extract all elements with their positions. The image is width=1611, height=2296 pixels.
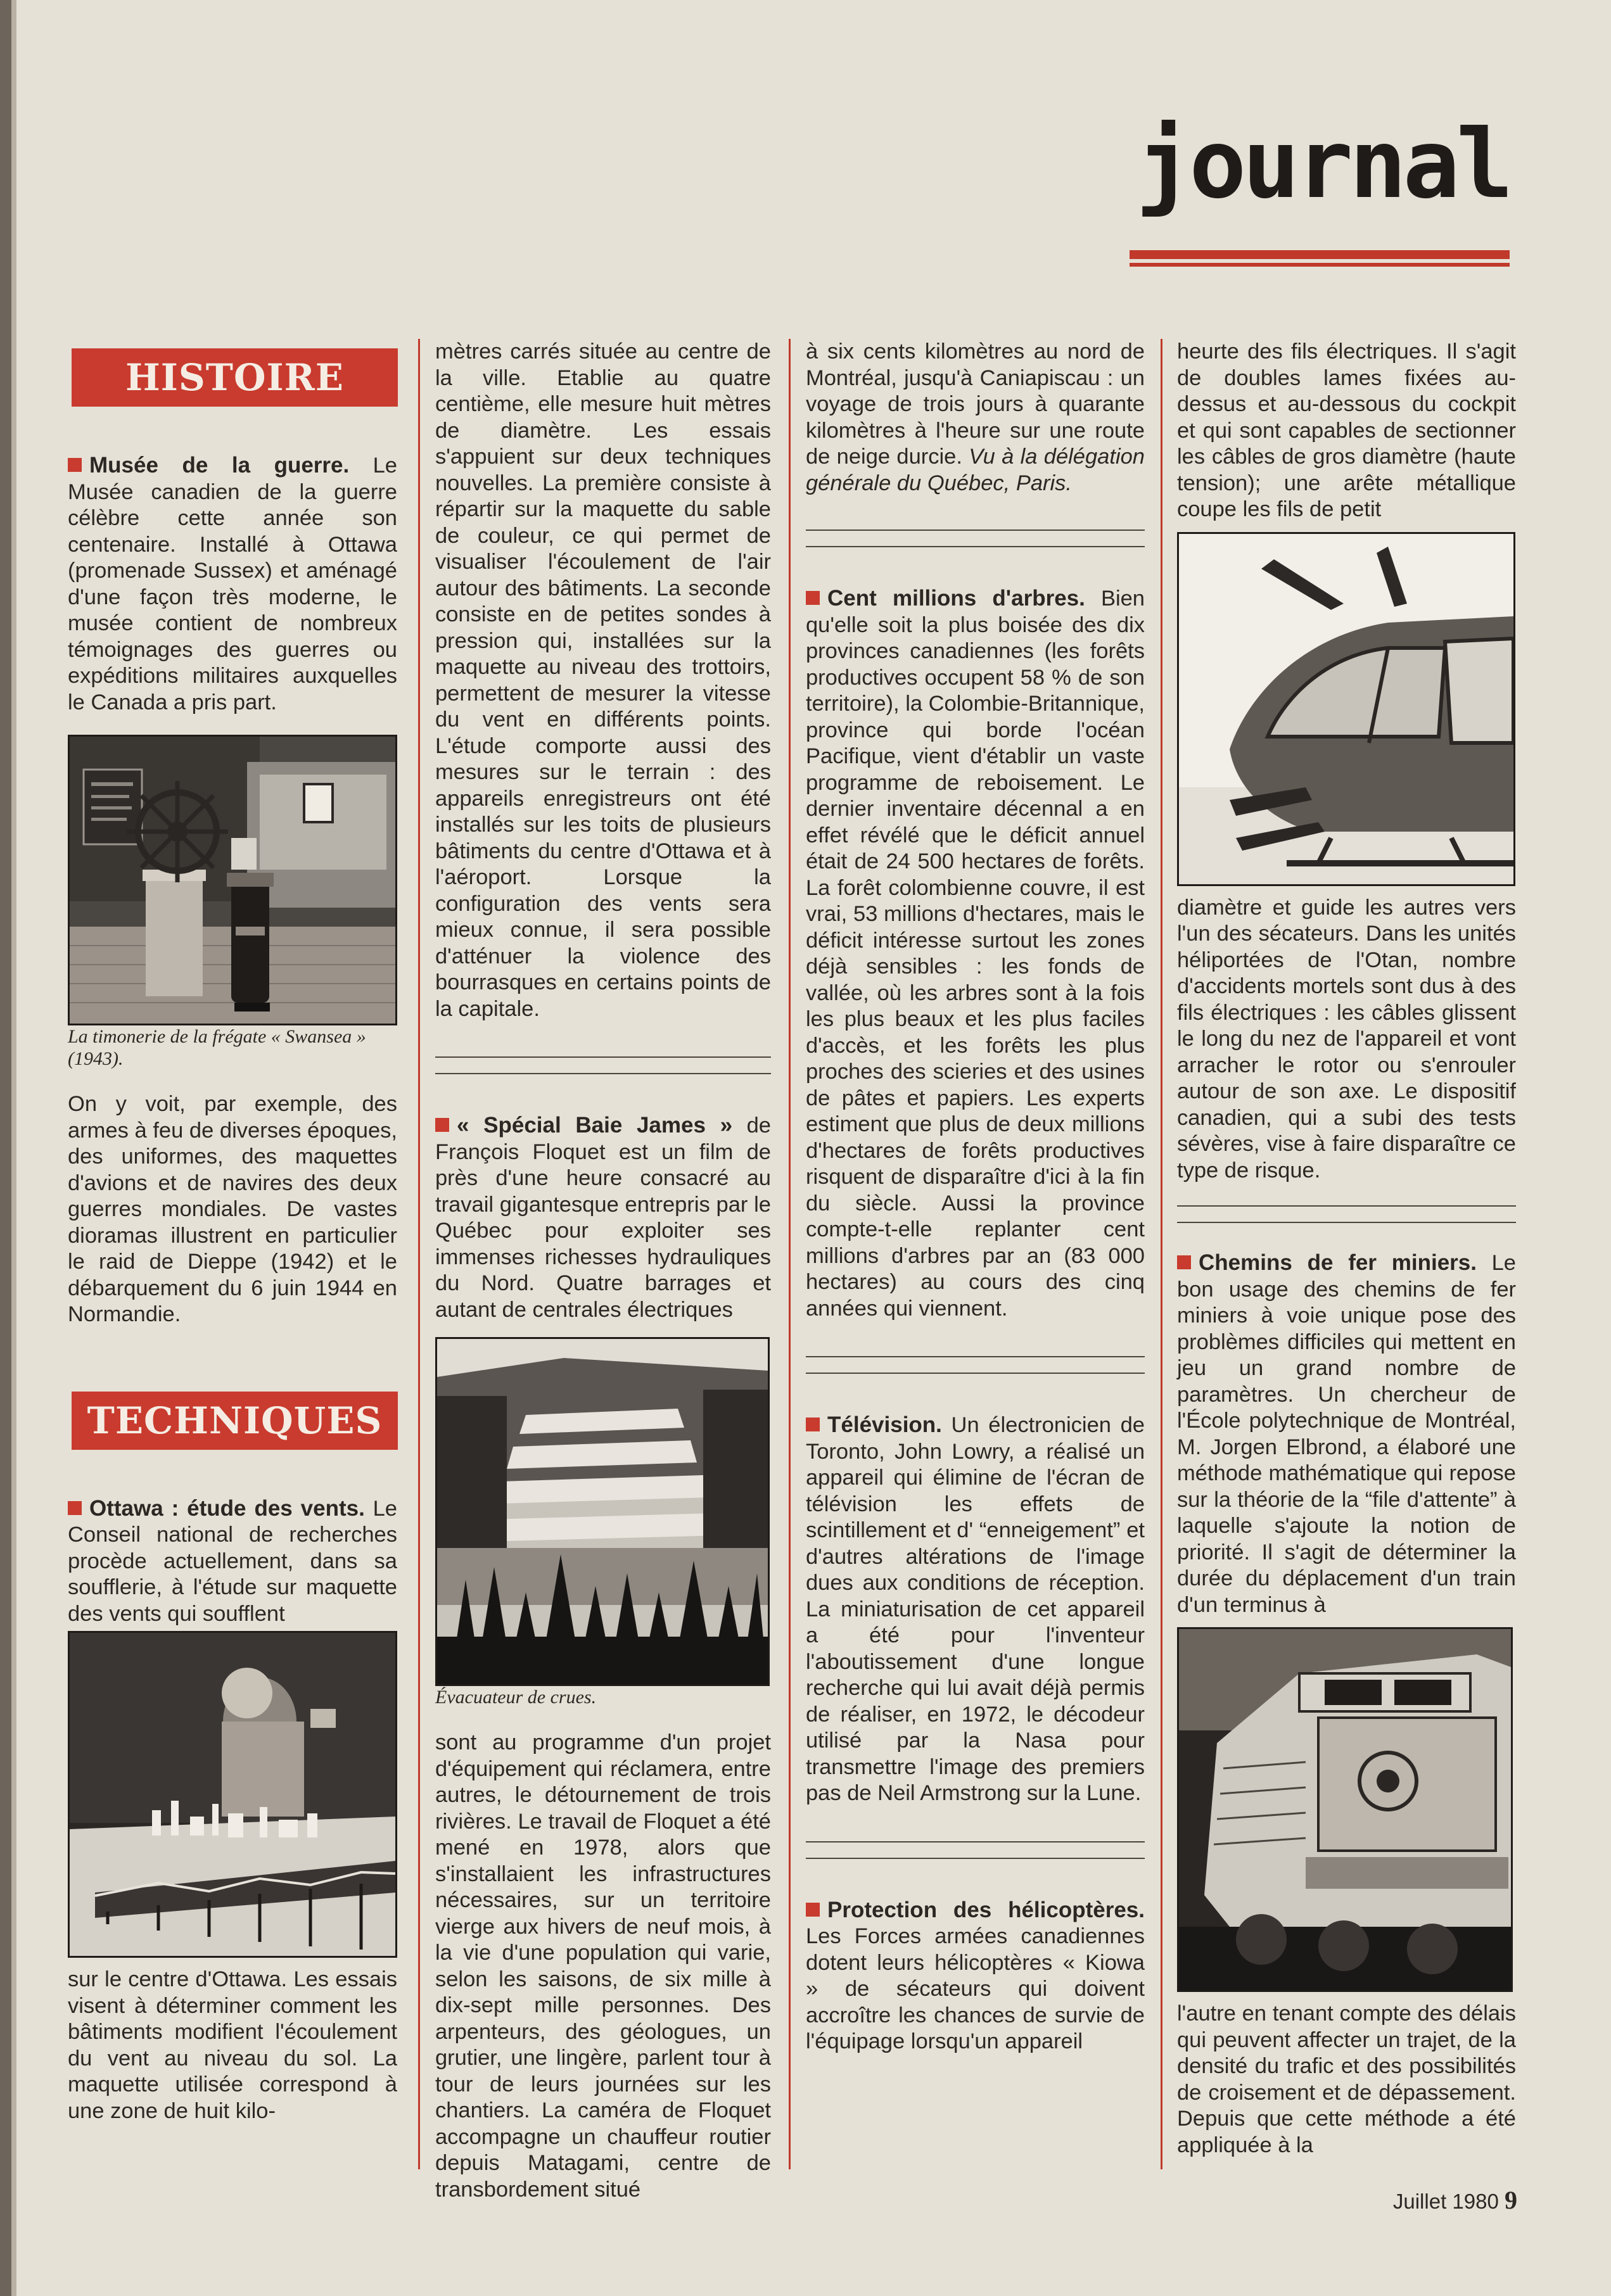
article-headline: Chemins de fer miniers. (1199, 1250, 1477, 1275)
article-ottawa (68, 1495, 397, 1628)
column-3 (806, 339, 1145, 2055)
article-body: sur le centre d'Ottawa. Les essais visent à déterminer comment les bâtiments modifient l'écoulement du vent au niveau du sol. La maquette utilisée correspond à une zone de huit kilo- (68, 1967, 397, 2123)
photo-timonerie (68, 735, 397, 1025)
article-body: On y voit, par exemple, des armes à feu de diverses époques, des uniformes, des maquettes d'avions et de navires des deux guerres mondiales. De vastes dioramas illustrent en particulier le raid de Dieppe (1942) et le débarquement du 6 juin 1944 en Normandie. (68, 1092, 397, 1326)
masthead (1130, 111, 1510, 219)
article-separator (806, 530, 1145, 547)
bullet-icon (806, 591, 820, 605)
column-divider (1161, 339, 1162, 2169)
photo-caption: La timonerie de la frégate « Swansea » (1943). (68, 1026, 366, 1069)
photo-evacuateur (435, 1337, 770, 1686)
photo-locomotive (1177, 1627, 1513, 1992)
photo-soufflerie (68, 1631, 397, 1958)
article-lead: Les Forces armées canadiennes dotent leurs hélicoptères « Kiowa » de sécateurs qui doivent accroître les chances de survie de l'équipage lorsqu'un appareil (806, 1924, 1145, 2053)
article-body-text: à six cents kilomètres au nord de Montréal, jusqu'à Caniapiscau : un voyage de trois jours à quarante kilomètres à l'heure sur une route de neige durcie. (806, 339, 1145, 469)
article-helicopteres (806, 1897, 1145, 2055)
masthead-rule (1130, 250, 1510, 259)
article-body (806, 339, 1145, 497)
page-number: 9 (1505, 2186, 1517, 2214)
masthead-title: journal (1135, 110, 1510, 220)
issue-date: Juillet 1980 (1392, 2190, 1499, 2213)
article-headline: Protection des hélicoptères. (827, 1897, 1145, 1922)
article-baie-james (435, 1112, 771, 1323)
article-separator (1177, 1205, 1516, 1223)
article-headline: Télévision. (827, 1412, 942, 1437)
article-arbres (806, 585, 1145, 1322)
page-edge (0, 0, 11, 2296)
page-edge-shadow (11, 0, 16, 2296)
article-lead: Le Conseil national de recherches procède actuellement, dans sa soufflerie, à l'étude sur maquette des vents qui soufflent (68, 1496, 397, 1626)
article-lead: Le bon usage des chemins de fer miniers à voie unique pose des problèmes difficiles qui mettent en jeu un grand nombre de paramètres. Un chercheur de l'École polytechnique de Montréal, M. Jorgen Elbrond, a élaboré une méthode mathématique qui repose sur la théorie de la “file d'attente” à laquelle s'ajoute la notion de priorité. Il s'agit de déterminer la durée du déplacement d'un train d'un terminus à (1177, 1251, 1516, 1617)
article-source: Vu à la délégation générale du Québec, Paris. (806, 445, 1145, 495)
masthead-rule-thin (1130, 263, 1510, 267)
column-1 (68, 339, 397, 2124)
column-2 (435, 339, 771, 2203)
section-banner-histoire: HISTOIRE (72, 348, 398, 407)
article-lead: Bien qu'elle soit la plus boisée des dix provinces canadiennes (les forêts productives occupent 58 % de son territoire), la Colombie-Britannique, province qui borde l'océan Pacifique, vient d'établir un vaste programme de reboisement. Le dernier inventaire décennal a en effet révélé que le déficit annuel était de 24 500 hectares de forêts. La forêt colombienne couvre, il est vrai, 53 millions d'hectares, mais le déficit intéresse surtout les zones déjà sensibles : les fonds de vallée, où les arbres sont à la fois les plus beaux et les plus faciles d'accès, et les forêts les plus proches des scieries et des usines de pâtes et papiers. Les experts estiment que plus de deux millions d'hectares de forêts productives risquent de disparaître d'ici à la fin du siècle. Aussi la province compte-t-elle replanter cent millions d'arbres par an (83 000 hectares) au cours des cinq années qui viennent. (806, 587, 1145, 1321)
bullet-icon (435, 1118, 449, 1132)
article-television (806, 1412, 1145, 1807)
article-headline: Ottawa : étude des vents. (89, 1495, 365, 1521)
article-headline: Cent millions d'arbres. (827, 586, 1085, 611)
article-headline: « Spécial Baie James » (457, 1113, 733, 1138)
article-body: l'autre en tenant compte des délais qui peuvent affecter un trajet, de la densité du trafic et des possibilités de croisement et de dépassement. Depuis que cette méthode a été appliquée à la (1177, 2001, 1516, 2157)
ship-wheel-photo (70, 737, 395, 1024)
column-divider (789, 339, 791, 2169)
article-body: sont au programme d'un projet d'équipement qui réclamera, entre autres, le détournement de trois rivières. Le travail de Floquet a été mené en 1978, alors que s'installaient les infrastructures nécessaires, sur un territoire vierge aux hivers de neuf mois, à la vie d'une population qui varie, selon les saisons, de six mille à dix-sept mille personnes. Des arpenteurs, des géologues, un grutier, une lingère, parlent tour à tour de leurs journées sur les chantiers. La caméra de Floquet accompagne un chauffeur routier depuis Matagami, centre de transbordement situé (435, 1730, 771, 2202)
helicopter-photo (1179, 534, 1513, 884)
bullet-icon (806, 1418, 820, 1431)
article-separator (806, 1841, 1145, 1859)
locomotive-photo (1179, 1629, 1511, 1990)
bullet-icon (68, 458, 82, 472)
article-headline: Musée de la guerre. (89, 453, 350, 478)
bullet-icon (68, 1501, 82, 1515)
photo-helicoptere (1177, 532, 1515, 886)
section-banner-techniques: TECHNIQUES (72, 1392, 398, 1450)
article-chemins (1177, 1250, 1516, 1618)
article-body: heurte des fils électriques. Il s'agit de doubles lames fixées au-dessus et au-dessous du cockpit et qui sont capables de sectionner les câbles de gros diamètre (haute tension); une arête métallique coupe les fils de petit (1177, 339, 1516, 521)
wind-tunnel-model-photo (70, 1633, 395, 1956)
folio (1393, 2185, 1517, 2215)
column-divider (418, 339, 420, 2169)
article-lead: Un électronicien de Toronto, John Lowry, a réalisé un appareil qui élimine de l'écran de télévision les effets de scintillement et d' “enneigement” et d'autres altérations de l'image dues aux conditions de réception. La miniaturisation de cet appareil a été pour l'inventeur l'aboutissement d'une longue recherche qui lui avait déjà permis de réaliser, en 1972, le décodeur utilisé par la Nasa pour transmettre l'image des premiers pas de Neil Armstrong sur la Lune. (806, 1413, 1145, 1805)
spillway-photo (437, 1339, 768, 1684)
article-musee (68, 452, 397, 716)
photo-caption: Évacuateur de crues. (435, 1687, 597, 1708)
article-body: diamètre et guide les autres vers l'un des sécateurs. Dans les unités héliportées de l'Otan, nombre d'accidents mortels sont dus à des fils électriques : les câbles glissent le long du nez de l'appareil et vont arracher le rotor ou s'enrouler autour de son axe. Le dispositif canadien, qui a subi des tests sévères, vise à faire disparaître ce type de risque. (1177, 895, 1516, 1183)
article-separator (435, 1056, 771, 1074)
article-separator (806, 1356, 1145, 1374)
bullet-icon (806, 1903, 820, 1917)
article-lead: de François Floquet est un film de près d'une heure consacré au travail gigantesque entrepris par le Québec pour exploiter ses immenses richesses hydrauliques du Nord. Quatre barrages et autant de centrales électriques (435, 1113, 771, 1322)
article-lead: Le Musée canadien de la guerre célèbre cette année son centenaire. Installé à Ottawa (promenade Sussex) et aménagé d'une façon très moderne, le musée contient de nombreux témoignages des guerres ou expéditions militaires auxquelles le Canada a pris part. (68, 453, 397, 714)
column-4 (1177, 339, 1516, 2159)
article-body: mètres carrés située au centre de la ville. Etablie au quatre centième, elle mesure huit mètres de diamètre. Les essais s'appuient sur deux techniques nouvelles. La première consiste à répartir sur la maquette du sable de couleur, ce qui permet de visualiser l'écoulement de l'air autour des bâtiments. La seconde consiste en de petites sondes à pression qui, installées sur la maquette au niveau des trottoirs, permettent de mesurer la vitesse du vent en différents points. L'étude comporte aussi des mesures sur le terrain : des appareils enregistreurs ont été installés sur les toits de plusieurs bâtiments du centre d'Ottawa et à l'aéroport. Lorsque la configuration des vents sera mieux connue, il sera possible d'atténuer la violence des bourrasques en certains points de la capitale. (435, 339, 771, 1021)
bullet-icon (1177, 1255, 1191, 1269)
